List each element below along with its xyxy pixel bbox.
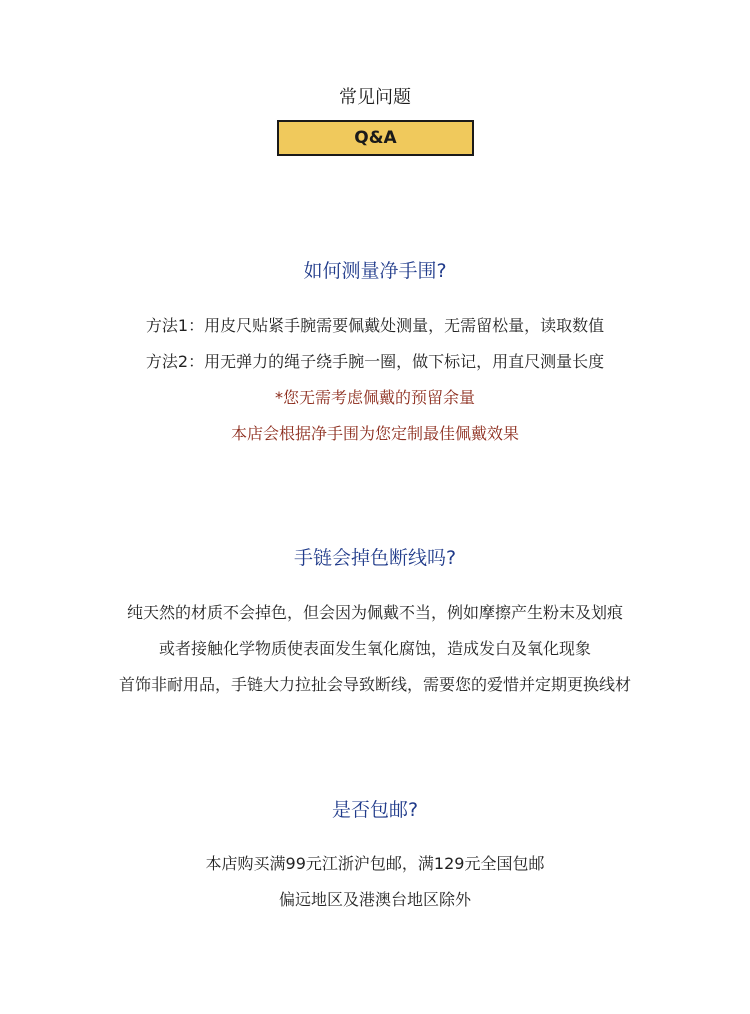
answer-line: 方法2：用无弹力的绳子绕手腕一圈，做下标记，用直尺测量长度 bbox=[145, 352, 605, 371]
faq-header-title: 常见问题 bbox=[339, 87, 411, 108]
answer-line: 本店购买满99元江浙沪包邮，满129元全国包邮 bbox=[205, 854, 545, 873]
answer-line: 或者接触化学物质使表面发生氧化腐蚀，造成发白及氧化现象 bbox=[158, 639, 591, 658]
qa-badge: Q&A bbox=[277, 120, 474, 156]
answer-line: 偏远地区及港澳台地区除外 bbox=[278, 890, 471, 909]
question-title-shipping: 是否包邮? bbox=[331, 799, 419, 821]
answer-line: 首饰非耐用品，手链大力拉扯会导致断线，需要您的爱惜并定期更换线材 bbox=[118, 675, 631, 694]
question-title-fading: 手链会掉色断线吗? bbox=[293, 547, 457, 569]
answer-line: 纯天然的材质不会掉色，但会因为佩戴不当，例如摩擦产生粉末及划痕 bbox=[126, 603, 623, 622]
question-title-measure: 如何测量净手围? bbox=[303, 260, 447, 282]
answer-note: 本店会根据净手围为您定制最佳佩戴效果 bbox=[230, 424, 519, 443]
answer-line: 方法1：用皮尺贴紧手腕需要佩戴处测量，无需留松量，读取数值 bbox=[145, 316, 605, 335]
answer-note: *您无需考虑佩戴的预留余量 bbox=[274, 388, 475, 407]
